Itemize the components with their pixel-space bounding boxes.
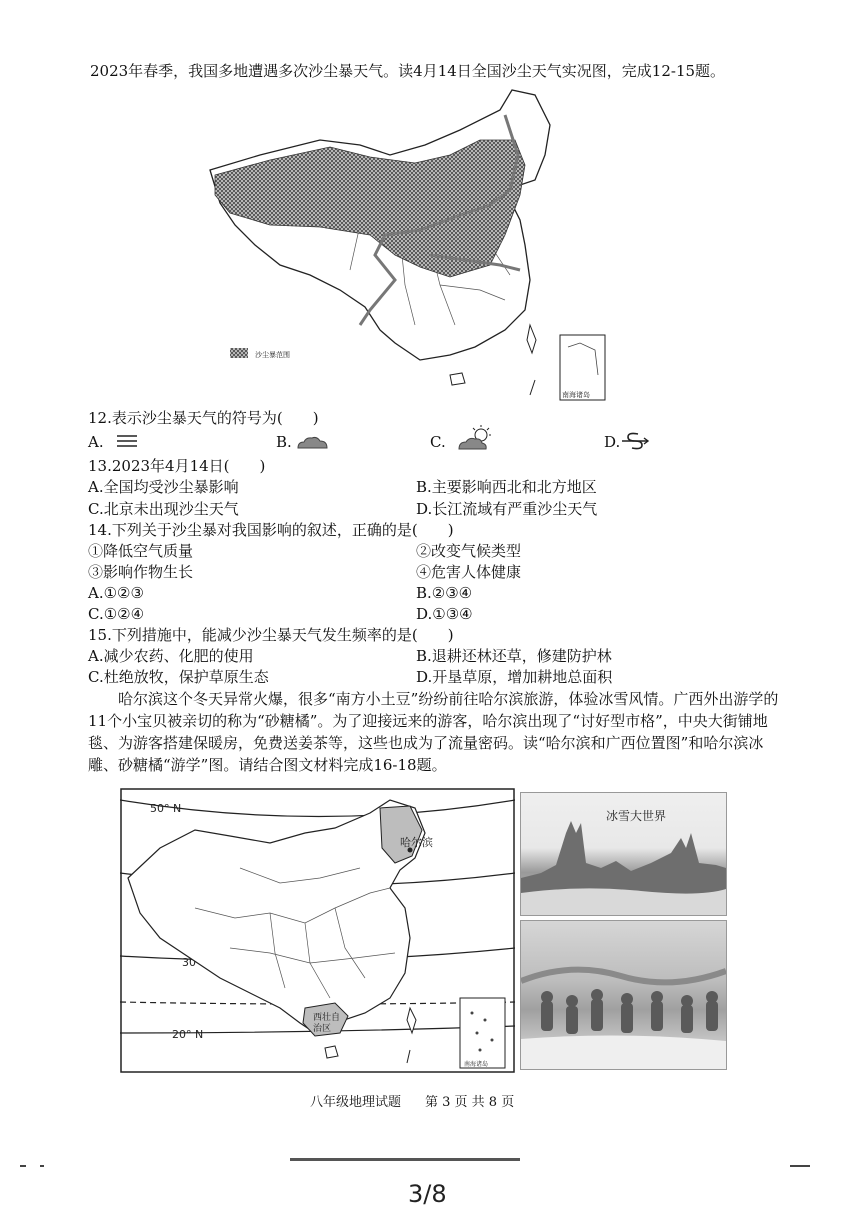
q12-option-c: C. xyxy=(430,433,446,451)
footer-title: 八年级地理试题 xyxy=(310,1095,402,1110)
q13-option-d: D.长江流域有严重沙尘天气 xyxy=(416,500,598,518)
guangxi-label-1: 西壮自 xyxy=(313,1013,341,1023)
passage-text: 哈尔滨这个冬天异常火爆，很多“南方小土豆”纷纷前往哈尔滨旅游，体验冰雪风情。广西外出游学的11个小宝贝被亲切的称为“砂糖橘”。为了迎接远来的游客，哈尔滨出现了“讨好型市格”，中央大街铺地毯、为游客搭建保暖房，免费送姜茶等，这些也成为了流量密码。读“哈尔滨和广西位置图”和哈尔滨冰雕、砂糖橘“游学”图。请结合图文材料完成16-18题。 xyxy=(88,690,779,774)
map2-inset-label: 南海诸岛 xyxy=(464,1061,489,1068)
q13-option-b: B.主要影响西北和北方地区 xyxy=(416,478,597,496)
q15-option-b: B.退耕还林还草，修建防护林 xyxy=(416,647,612,665)
q14-statement-3: ③影响作物生长 xyxy=(88,563,194,581)
sandstorm-lines-icon xyxy=(115,433,139,449)
sun-cloud-icon xyxy=(455,425,495,451)
ice-world-label: 冰雪大世界 xyxy=(606,809,667,823)
q15-option-a: A.减少农药、化肥的使用 xyxy=(88,647,254,665)
q13-option-c: C.北京未出现沙尘天气 xyxy=(88,500,239,518)
footer-page: 第 3 页 共 8 页 xyxy=(425,1095,515,1110)
q14-stem: 14.下列关于沙尘暴对我国影响的叙述，正确的是( ) xyxy=(88,521,454,539)
sandstorm-map xyxy=(200,85,620,405)
q12-option-d: D. xyxy=(604,433,621,451)
harbin-guangxi-map xyxy=(120,788,515,1073)
q12-option-b: B. xyxy=(276,433,292,451)
lat-50-label: 50° N xyxy=(150,802,182,815)
page-indicator: 3/8 xyxy=(408,1180,447,1208)
q12-option-a: A. xyxy=(88,433,104,451)
q14-statement-1: ①降低空气质量 xyxy=(88,542,194,560)
map1-inset-label: 南海诸岛 xyxy=(562,391,590,399)
cloud-icon xyxy=(295,434,331,450)
q15-option-c: C.杜绝放牧，保护草原生态 xyxy=(88,668,269,686)
q13-option-a: A.全国均受沙尘暴影响 xyxy=(88,478,239,496)
lat-30-label: 30 xyxy=(182,956,196,969)
q12-stem: 12.表示沙尘暴天气的符号为( ) xyxy=(88,409,319,427)
q14-option-c: C.①②④ xyxy=(88,605,145,623)
children-crowd-silhouette xyxy=(521,921,726,1069)
q14-option-b: B.②③④ xyxy=(416,584,473,602)
scan-line xyxy=(290,1158,520,1161)
q14-statement-2: ②改变气候类型 xyxy=(416,542,522,560)
q15-option-d: D.开垦草原，增加耕地总面积 xyxy=(416,668,613,686)
q14-statement-4: ④危害人体健康 xyxy=(416,563,522,581)
q15-stem: 15.下列措施中，能减少沙尘暴天气发生频率的是( ) xyxy=(88,626,454,644)
lat-20-label: 20° N xyxy=(172,1028,204,1041)
scan-mark-right xyxy=(790,1165,810,1167)
harbin-label: 哈尔滨 xyxy=(400,836,433,849)
sandstorm-symbol-icon xyxy=(620,430,650,452)
q14-option-d: D.①③④ xyxy=(416,605,473,623)
scan-mark-left-2 xyxy=(40,1165,44,1167)
map1-legend: 沙尘暴范围 xyxy=(255,351,290,359)
q13-stem: 13.2023年4月14日( ) xyxy=(88,457,266,475)
ice-world-photo xyxy=(520,792,727,916)
study-trip-photo xyxy=(520,920,727,1070)
scan-mark-left xyxy=(20,1165,26,1167)
intro-text: 2023年春季，我国多地遭遇多次沙尘暴天气。读4月14日全国沙尘天气实况图，完成12-15题。 xyxy=(90,62,726,80)
guangxi-label-2: 治区 xyxy=(313,1024,332,1034)
q14-option-a: A.①②③ xyxy=(88,584,144,602)
